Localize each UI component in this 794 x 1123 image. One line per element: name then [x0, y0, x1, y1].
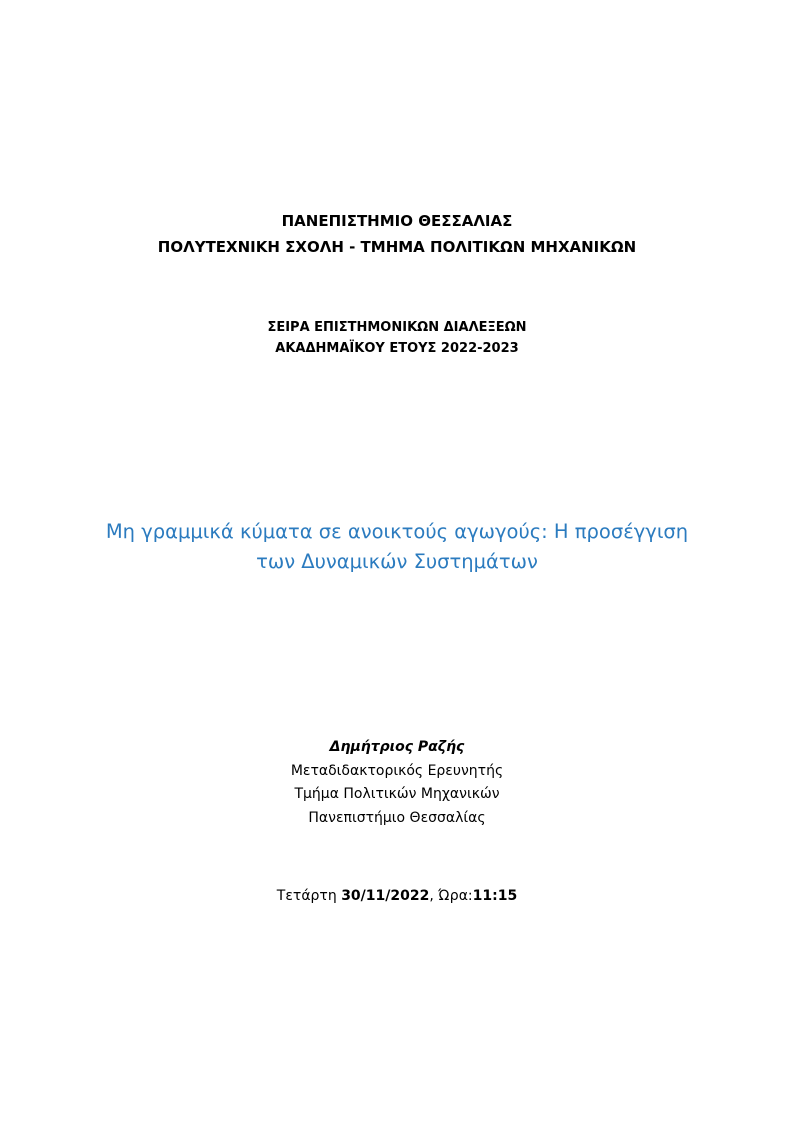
- datetime-separator: ,: [429, 888, 439, 904]
- lecture-time: 11:15: [472, 888, 518, 904]
- school-department: ΠΟΛΥΤΕΧΝΙΚΗ ΣΧΟΛΗ - ΤΜΗΜΑ ΠΟΛΙΤΙΚΩΝ ΜΗΧΑΝΙΚΩΝ: [157, 238, 637, 256]
- time-label: Ώρα:: [438, 888, 473, 904]
- speaker-name: Δημήτριος Ραζής: [329, 739, 465, 755]
- speaker-institution: Πανεπιστήμιο Θεσσαλίας: [308, 809, 486, 826]
- lecture-date: 30/11/2022: [341, 888, 430, 904]
- series-title: ΣΕΙΡΑ ΕΠΙΣΤΗΜΟΝΙΚΩΝ ΔΙΑΛΕΞΕΩΝ: [267, 320, 527, 335]
- lecture-series: [0, 317, 794, 359]
- university-name: ΠΑΝΕΠΙΣΤΗΜΙΟ ΘΕΣΣΑΛΙΑΣ: [281, 212, 513, 230]
- lecture-datetime: [0, 885, 794, 907]
- speaker-department: Τμήμα Πολιτικών Μηχανικών: [294, 786, 500, 802]
- speaker-info: [0, 736, 794, 830]
- lecture-title: [0, 517, 794, 577]
- academic-year: ΑΚΑΔΗΜΑΪΚΟΥ ΕΤΟΥΣ 2022-2023: [275, 341, 519, 356]
- speaker-position: Μεταδιδακτορικός Ερευνητής: [290, 762, 504, 779]
- university-header: [0, 208, 794, 260]
- lecture-day: Τετάρτη: [276, 888, 337, 904]
- lecture-title-line-2: των Δυναμικών Συστημάτων: [256, 550, 538, 573]
- lecture-title-line-1: Μη γραμμικά κύματα σε ανοικτούς αγωγούς: Η προσέγγιση: [105, 520, 689, 543]
